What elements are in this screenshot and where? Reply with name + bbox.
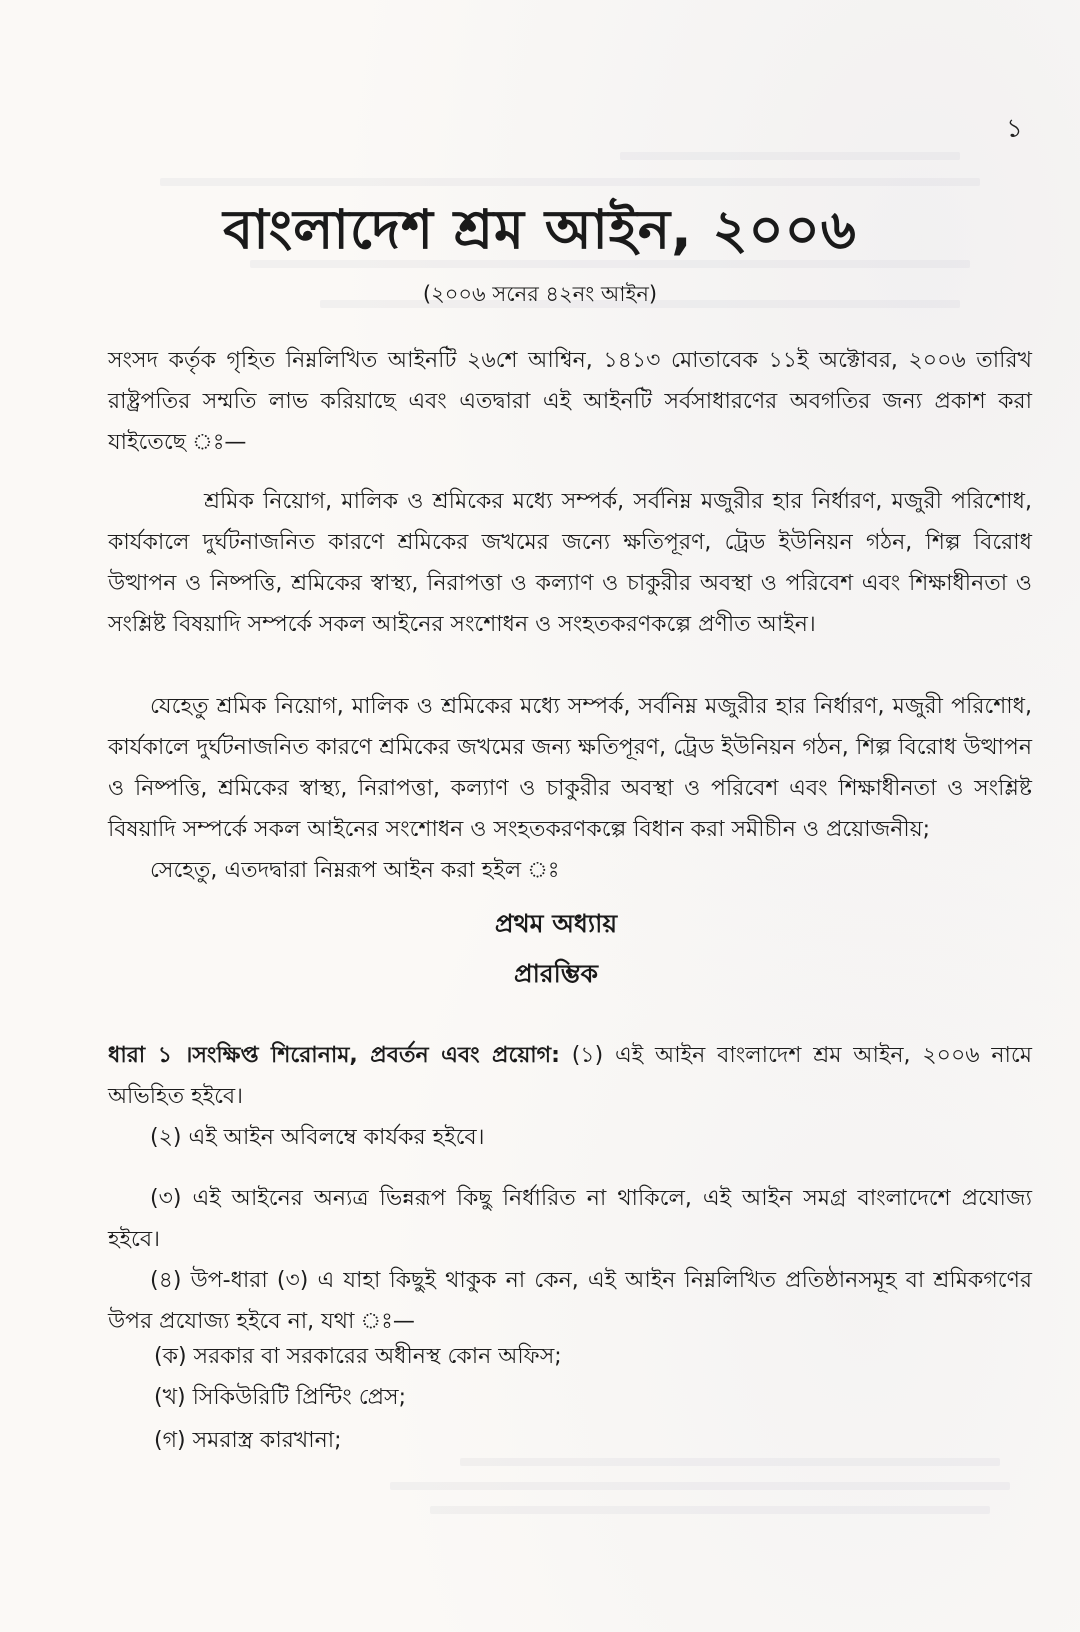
exemption-item-kha: (খ) সিকিউরিটি প্রিন্টিং প্রেস;: [154, 1385, 406, 1410]
document-title: বাংলাদেশ শ্রম আইন, ২০০৬: [223, 198, 857, 261]
preamble-paragraph: সংসদ কর্তৃক গৃহিত নিম্নলিখিত আইনটি ২৬শে আশ্বিন, ১৪১৩ মোতাবেক ১১ই অক্টোবর, ২০০৬ তারিখ রাষ্ট্রপতির সম্মতি লাভ করিয়াছে এবং এতদ্বারা এই আইনটি সর্বসাধারণের অবগতির জন্য প্রকাশ করা যাইতেছে ঃ—: [108, 348, 1032, 455]
enactment-paragraph: সেহেতু, এতদদ্বারা নিম্নরূপ আইন করা হইল ঃ: [150, 858, 560, 883]
act-number: (২০০৬ সনের ৪২নং আইন): [422, 282, 658, 306]
chapter-name: প্রারম্ভিক: [513, 959, 599, 988]
section-1-clause-2: (২) এই আইন অবিলম্বে কার্যকর হইবে।: [150, 1125, 485, 1150]
chapter-number: প্রথম অধ্যায়: [494, 909, 618, 938]
show-through-mark: [160, 178, 980, 186]
exemption-item-ga: (গ) সমরাস্ত্র কারখানা;: [154, 1428, 342, 1453]
show-through-mark: [620, 152, 960, 160]
section-1-clause-1: (১) এই আইন বাংলাদেশ শ্রম আইন, ২০০৬ নামে অভিহিত হইবে।: [108, 1043, 1032, 1109]
show-through-mark: [430, 1506, 990, 1514]
section-1-paragraph: [108, 1035, 1032, 1117]
section-1-label: ধারা ১ ।সংক্ষিপ্ত শিরোনাম, প্রবর্তন এবং প্রয়োগ:: [108, 1043, 560, 1068]
whereas-paragraph: যেহেতু শ্রমিক নিয়োগ, মালিক ও শ্রমিকের মধ্যে সম্পর্ক, সর্বনিম্ন মজুরীর হার নির্ধারণ, মজুরী পরিশোধ, কার্যকালে দুর্ঘটনাজনিত কারণে শ্রমিকের জখমের জন্য ক্ষতিপূরণ, ট্রেড ইউনিয়ন গঠন, শিল্প বিরোধ উত্থাপন ও নিষ্পত্তি, শ্রমিকের স্বাস্থ্য, নিরাপত্তা, কল্যাণ ও চাকুরীর অবস্থা ও পরিবেশ এবং শিক্ষাধীনতা ও সংশ্লিষ্ট বিষয়াদি সম্পর্কে সকল আইনের সংশোধন ও সংহতকরণকল্পে বিধান করা সমীচীন ও প্রয়োজনীয়;: [108, 694, 1032, 842]
show-through-mark: [390, 1482, 1010, 1490]
exemption-item-ka: (ক) সরকার বা সরকারের অধীনস্থ কোন অফিস;: [154, 1344, 562, 1369]
page-number: ১: [1006, 114, 1023, 144]
long-title-paragraph: শ্রমিক নিয়োগ, মালিক ও শ্রমিকের মধ্যে সম্পর্ক, সর্বনিম্ন মজুরীর হার নির্ধারণ, মজুরী পরিশোধ, কার্যকালে দুর্ঘটনাজনিত কারণে শ্রমিকের জখমের জন্যে ক্ষতিপূরণ, ট্রেড ইউনিয়ন গঠন, শিল্প বিরোধ উত্থাপন ও নিষ্পত্তি, শ্রমিকের স্বাস্থ্য, নিরাপত্তা ও কল্যাণ ও চাকুরীর অবস্থা ও পরিবেশ এবং শিক্ষাধীনতা ও সংশ্লিষ্ট বিষয়াদি সম্পর্কে সকল আইনের সংশোধন ও সংহতকরণকল্পে প্রণীত আইন।: [108, 489, 1032, 637]
section-1-clause-3: (৩) এই আইনের অন্যত্র ভিন্নরূপ কিছু নির্ধারিত না থাকিলে, এই আইন সমগ্র বাংলাদেশে প্রযোজ্য হইবে।: [108, 1186, 1032, 1252]
section-1-clause-4: (৪) উপ-ধারা (৩) এ যাহা কিছুই থাকুক না কেন, এই আইন নিম্নলিখিত প্রতিষ্ঠানসমূহ বা শ্রমিকগণের উপর প্রযোজ্য হইবে না, যথা ঃ—: [108, 1268, 1032, 1334]
